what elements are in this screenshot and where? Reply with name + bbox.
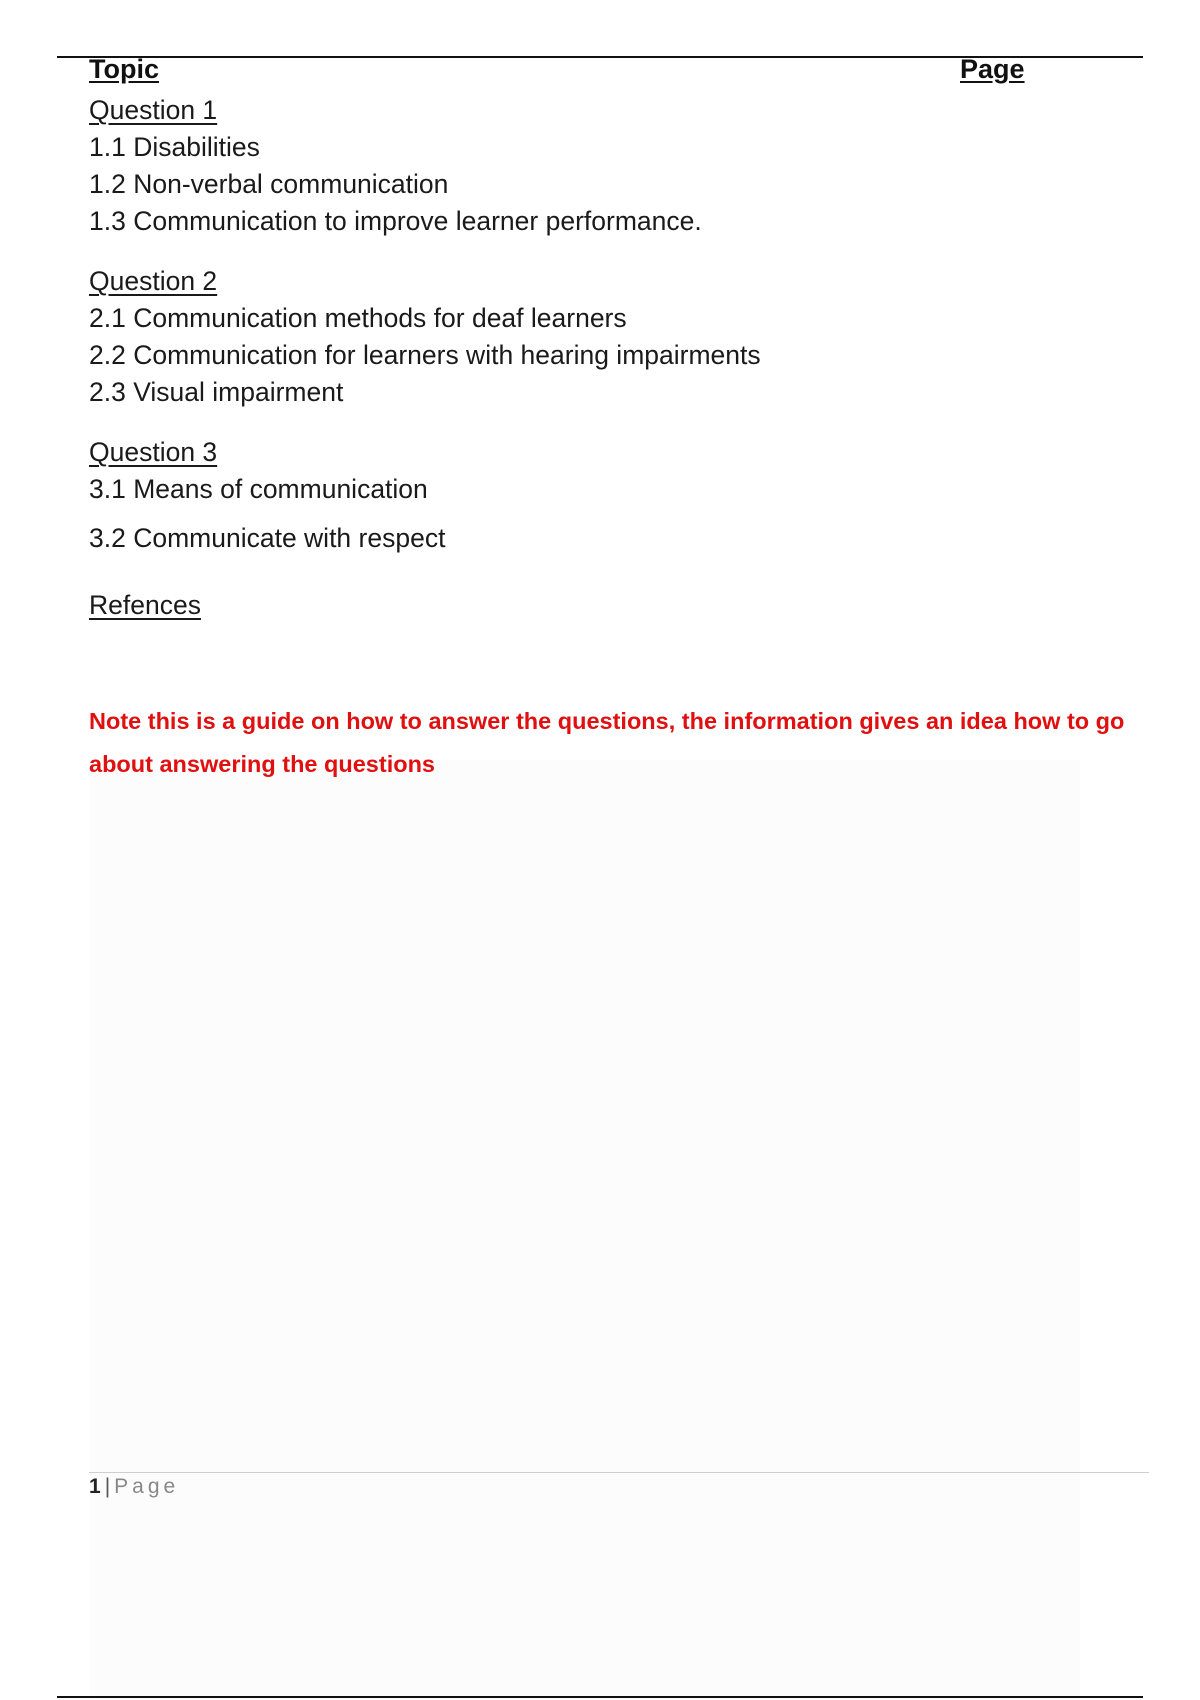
toc-item: 1.1 Disabilities <box>89 132 260 162</box>
section-title: Refences <box>89 590 201 620</box>
section-question-2 <box>89 263 1089 300</box>
toc-item: 3.2 Communicate with respect <box>89 523 446 553</box>
section-question-1 <box>89 92 1089 129</box>
bottom-rule <box>57 1696 1143 1698</box>
toc-item: 1.2 Non-verbal communication <box>89 169 449 199</box>
toc-item: 1.3 Communication to improve learner performance. <box>89 206 702 236</box>
footer-page-word: Page <box>114 1475 180 1498</box>
section-references <box>89 587 1089 624</box>
section-question-3 <box>89 434 1089 471</box>
page-shade <box>90 760 1080 1700</box>
page-footer <box>89 1475 179 1499</box>
footer-separator: | <box>104 1475 111 1498</box>
section-title: Question 2 <box>89 266 218 296</box>
section-title: Question 3 <box>89 437 218 467</box>
table-of-contents <box>89 92 1089 624</box>
toc-item: 2.2 Communication for learners with hearing impairments <box>89 340 761 370</box>
page-number: 1 <box>89 1475 101 1498</box>
toc-item: 2.1 Communication methods for deaf learners <box>89 303 627 333</box>
footer-rule <box>89 1472 1149 1473</box>
guide-note: Note this is a guide on how to answer the questions, the information gives an idea how to go about answering the questions <box>89 708 1125 777</box>
header-page: Page <box>960 54 1025 84</box>
toc-item: 2.3 Visual impairment <box>89 377 344 407</box>
toc-item: 3.1 Means of communication <box>89 474 428 504</box>
section-title: Question 1 <box>89 95 218 125</box>
header-topic: Topic <box>89 54 159 84</box>
